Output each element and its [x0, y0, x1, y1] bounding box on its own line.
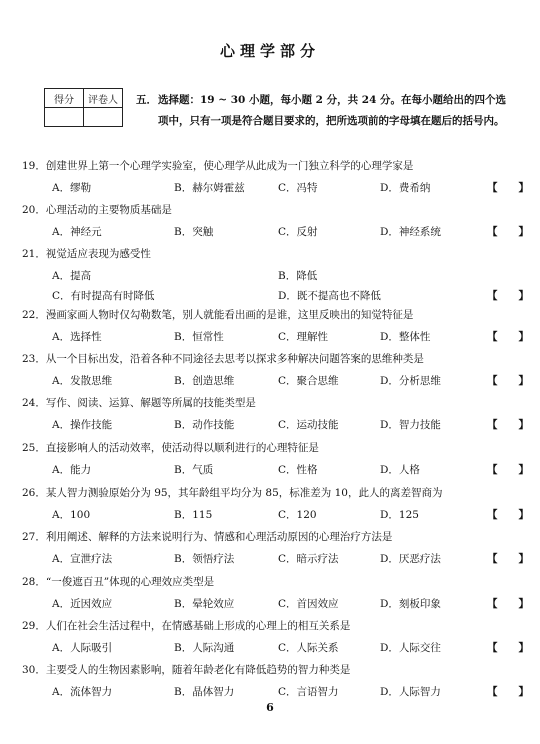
- option-c: C．言语智力: [278, 686, 339, 698]
- score-cell: [45, 108, 84, 127]
- option-b: B．115: [174, 509, 213, 521]
- reviewer-cell: [84, 108, 123, 127]
- answer-bracket[interactable]: 【 】: [487, 226, 529, 238]
- answer-bracket[interactable]: 【 】: [487, 375, 529, 387]
- answer-bracket[interactable]: 【 】: [487, 182, 529, 194]
- option-a: A．近因效应: [52, 598, 113, 610]
- section-text: 选择题：19 ~ 30 小题，每小题 2 分，共 24 分。在每小题给出的四个选项中，只有一项是符合题目要求的，把所选项前的字母填在题后的括号内。: [158, 94, 507, 127]
- option-a: A．操作技能: [52, 419, 113, 431]
- option-c: C．运动技能: [278, 419, 339, 431]
- options-row: [22, 641, 529, 655]
- question-stem: 30．主要受人的生物因素影响，随着年龄老化有降低趋势的智力种类是: [22, 664, 351, 676]
- options-row: [22, 330, 529, 344]
- option-a: A．提高: [52, 270, 92, 282]
- option-b: B．晕轮效应: [174, 598, 235, 610]
- question-19: [22, 159, 529, 195]
- option-b: B．赫尔姆霍兹: [174, 182, 245, 194]
- option-d: D．神经系统: [380, 226, 441, 238]
- question-stem: 24．写作、阅读、运算、解题等所属的技能类型是: [22, 397, 256, 409]
- option-c: C．首因效应: [278, 598, 339, 610]
- option-b: B．恒常性: [174, 331, 224, 343]
- option-b: B．创造思维: [174, 375, 235, 387]
- options-row: [22, 463, 529, 477]
- option-c: C．反射: [278, 226, 318, 238]
- option-a: A．神经元: [52, 226, 102, 238]
- options-row: [22, 225, 529, 239]
- section-number: 五．: [136, 94, 157, 106]
- question-stem: 29．人们在社会生活过程中，在情感基础上形成的心理上的相互关系是: [22, 620, 351, 632]
- reviewer-label: 评卷人: [84, 89, 123, 108]
- option-d: D．人格: [380, 464, 420, 476]
- section-instructions: [136, 90, 508, 132]
- question-25: [22, 441, 529, 477]
- option-b: B．动作技能: [174, 419, 235, 431]
- option-d: D．人际交往: [380, 642, 441, 654]
- question-30: [22, 663, 529, 699]
- answer-bracket[interactable]: 【 】: [487, 598, 529, 610]
- question-23: [22, 352, 529, 388]
- option-b: B．气质: [174, 464, 214, 476]
- question-stem: 27．利用阐述、解释的方法来说明行为、情感和心理活动原因的心理治疗方法是: [22, 531, 393, 543]
- question-27: [22, 530, 529, 566]
- question-stem: 19．创建世界上第一个心理学实验室，使心理学从此成为一门独立科学的心理学家是: [22, 160, 414, 172]
- question-20: [22, 203, 529, 239]
- option-b: B．人际沟通: [174, 642, 235, 654]
- answer-bracket[interactable]: 【 】: [487, 686, 529, 698]
- option-a: A．发散思维: [52, 375, 113, 387]
- option-a: A．能力: [52, 464, 92, 476]
- option-d: D．125: [380, 509, 419, 521]
- options-row: [22, 181, 529, 195]
- option-b: B．晶体智力: [174, 686, 235, 698]
- page-number: 6: [266, 701, 274, 714]
- option-c: C．人际关系: [278, 642, 339, 654]
- options-row: [22, 418, 529, 432]
- answer-bracket[interactable]: 【 】: [487, 290, 529, 302]
- question-28: [22, 575, 529, 611]
- answer-bracket[interactable]: 【 】: [487, 642, 529, 654]
- answer-bracket[interactable]: 【 】: [487, 553, 529, 565]
- question-stem: 26．某人智力测验原始分为 95，其年龄组平均分为 85，标准差为 10，此人的离差智商为: [22, 487, 443, 499]
- option-d: D．人际智力: [380, 686, 441, 698]
- option-c: C．有时提高有时降低: [52, 290, 155, 302]
- option-a: A．100: [52, 509, 91, 521]
- answer-bracket[interactable]: 【 】: [487, 464, 529, 476]
- option-c: C．冯特: [278, 182, 318, 194]
- score-box: [44, 88, 123, 127]
- answer-bracket[interactable]: 【 】: [487, 509, 529, 521]
- option-c: C．120: [278, 509, 317, 521]
- option-d: D．既不提高也不降低: [278, 290, 381, 302]
- option-c: C．理解性: [278, 331, 329, 343]
- page-title: 心理学部分: [219, 42, 320, 60]
- option-d: D．整体性: [380, 331, 431, 343]
- option-d: D．智力技能: [380, 419, 441, 431]
- option-c: C．聚合思维: [278, 375, 339, 387]
- options-row: [22, 597, 529, 611]
- question-stem: 20．心理活动的主要物质基础是: [22, 204, 172, 216]
- option-a: A．宣泄疗法: [52, 553, 113, 565]
- answer-bracket[interactable]: 【 】: [487, 331, 529, 343]
- option-d: D．费希纳: [380, 182, 431, 194]
- question-22: [22, 308, 529, 344]
- options-row: [22, 374, 529, 388]
- question-24: [22, 396, 529, 432]
- option-c: C．暗示疗法: [278, 553, 339, 565]
- option-d: D．刻板印象: [380, 598, 441, 610]
- option-b: B．领悟疗法: [174, 553, 235, 565]
- question-29: [22, 619, 529, 655]
- option-d: D．分析思维: [380, 375, 441, 387]
- option-c: C．性格: [278, 464, 318, 476]
- option-a: A．缪勒: [52, 182, 92, 194]
- options-row: [22, 289, 529, 303]
- question-stem: 23．从一个目标出发，沿着各种不同途径去思考以探求多种解决问题答案的思维种类是: [22, 353, 424, 365]
- options-row: [22, 508, 529, 522]
- option-a: A．流体智力: [52, 686, 113, 698]
- question-26: [22, 486, 529, 522]
- options-row: [22, 269, 510, 283]
- options-row: [22, 552, 529, 566]
- question-21: [22, 247, 529, 303]
- score-label: 得分: [45, 89, 84, 108]
- question-stem: 21．视觉适应表现为感受性: [22, 248, 151, 260]
- option-b: B．突触: [174, 226, 214, 238]
- answer-bracket[interactable]: 【 】: [487, 419, 529, 431]
- option-b: B．降低: [278, 270, 318, 282]
- question-stem: 25．直接影响人的活动效率，使活动得以顺利进行的心理特征是: [22, 442, 319, 454]
- option-d: D．厌恶疗法: [380, 553, 441, 565]
- question-stem: 28．“一俊遮百丑”体现的心理效应类型是: [22, 576, 215, 588]
- option-a: A．人际吸引: [52, 642, 113, 654]
- options-row: [22, 685, 529, 699]
- option-a: A．选择性: [52, 331, 102, 343]
- question-stem: 22．漫画家画人物时仅勾勒数笔，别人就能看出画的是谁，这里反映出的知觉特征是: [22, 309, 414, 321]
